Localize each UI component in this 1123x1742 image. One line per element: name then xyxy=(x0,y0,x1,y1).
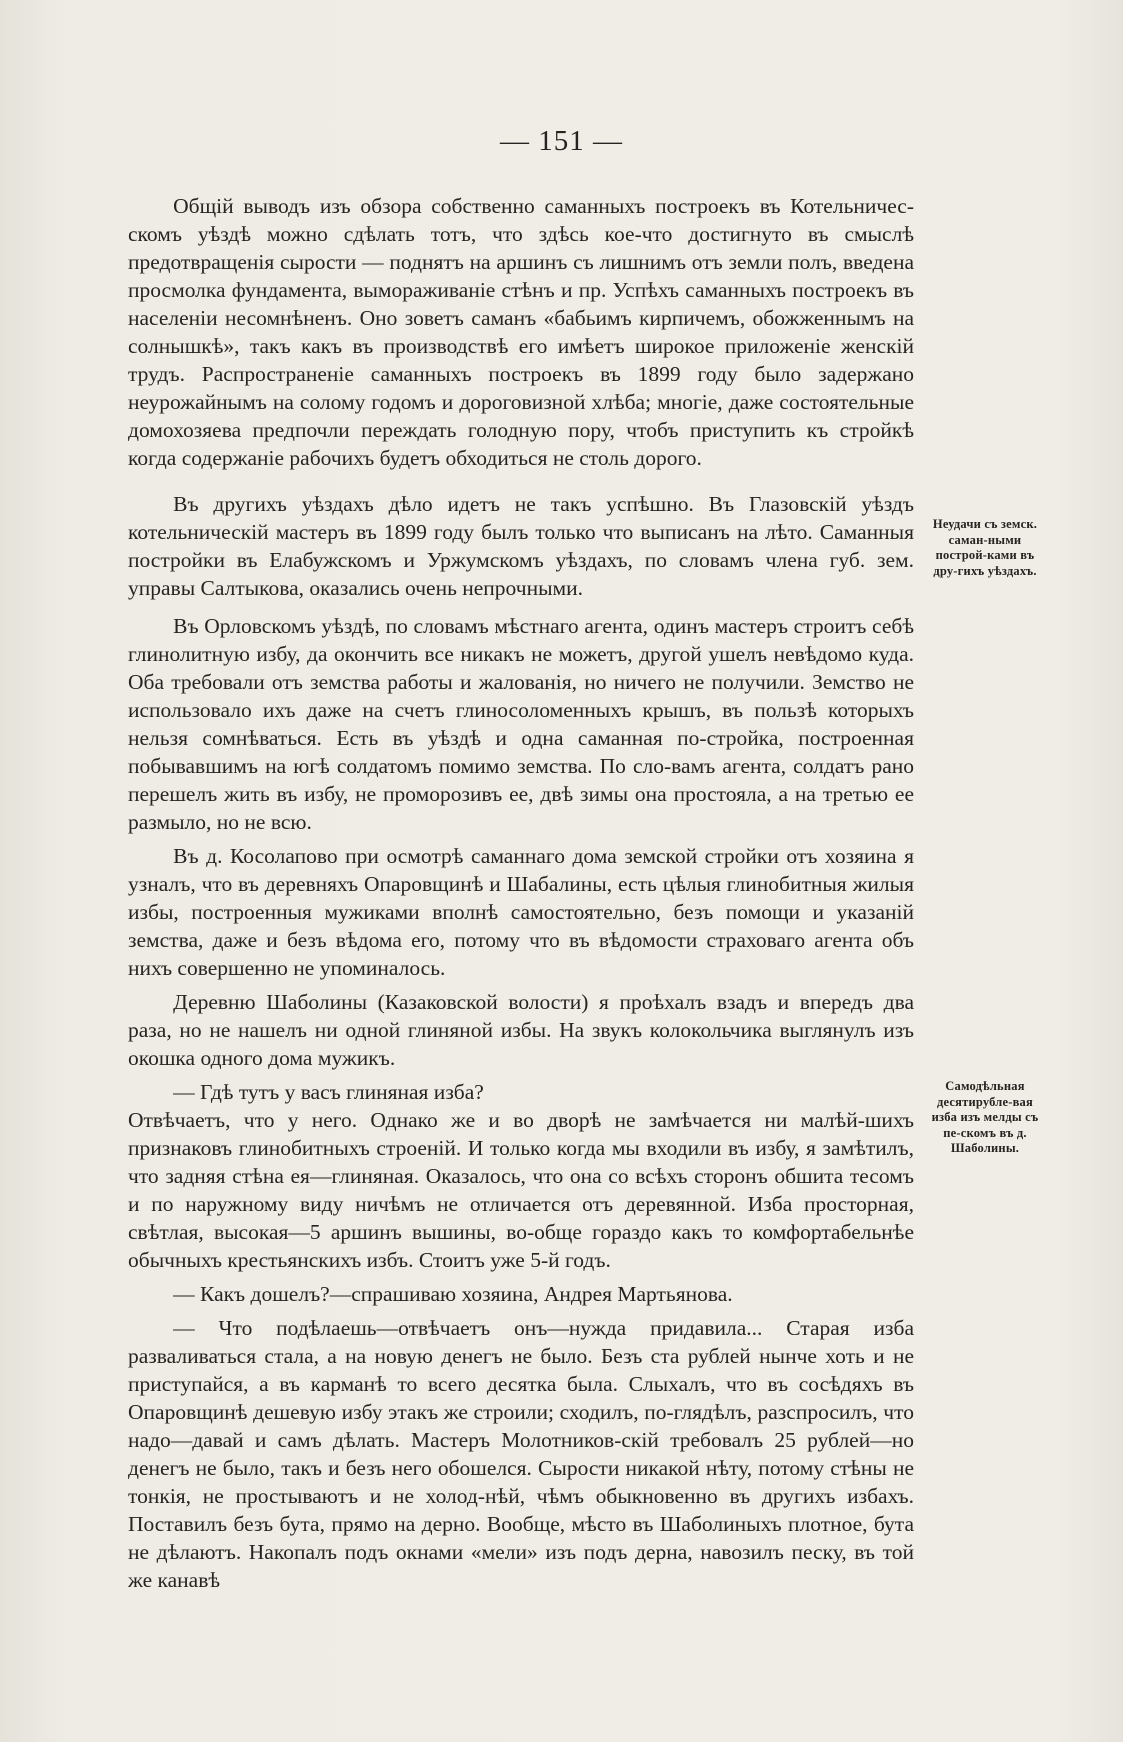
dialogue-line: — Гдѣ тутъ у васъ глиняная изба? xyxy=(173,1080,484,1104)
page-number: — 151 — xyxy=(500,125,623,157)
paragraph: Въ другихъ уѣздахъ дѣло идетъ не такъ успѣшно. Въ Глазовскій уѣздъ котельническій мастеръ въ 1899 году былъ только что выписанъ на лѣто. Саманныя постройки въ Елабужскомъ и Уржумскомъ уѣздахъ, по словамъ члена губ. зем. управы Салтыкова, оказались очень непрочными. xyxy=(128,492,914,600)
margin-note: Неудачи съ земск. саман-ными построй-ками въ дру-гихъ уѣздахъ. xyxy=(932,517,1038,578)
margin-note: Самодѣльная десятирубле-вая изба изъ мелды съ пе-скомъ въ д. Шаболины. xyxy=(931,1079,1039,1155)
paragraph: Въ Орловскомъ уѣздѣ, по словамъ мѣстнаго агента, одинъ мастеръ строитъ себѣ глинолитную избу, да окончить все никакъ не можетъ, другой ушелъ невѣдомо куда. Оба требовали отъ земства работы и жалованія, но ничего не получили. Земство не использовало ихъ даже на счетъ глиносоломенныхъ крышъ, въ пользѣ которыхъ нельзя сомнѣваться. Есть въ уѣздѣ и одна саманная по-стройка, построенная побывавшимъ на югѣ солдатомъ помимо земства. По сло-вамъ агента, солдатъ рано перешелъ жить въ избу, не проморозивъ ее, двѣ зимы она простояла, а на третью ее размыло, но не всю. xyxy=(128,614,914,834)
paragraph: Отвѣчаетъ, что у него. Однако же и во дворѣ не замѣчается ни малѣй-шихъ признаковъ глинобитныхъ строеній. И только когда мы входили въ избу, я замѣтилъ, что задняя стѣна ея—глиняная. Оказалось, что она со всѣхъ сторонъ обшита тесомъ и по наружному виду ничѣмъ не отличается отъ деревянной. Изба просторная, свѣтлая, высокая—5 аршинъ вышины, во-обще гораздо какъ то комфортабельнѣе обычныхъ крестьянскихъ избъ. Стоитъ уже 5-й годъ. xyxy=(128,1108,914,1272)
main-text xyxy=(128,192,914,1594)
paragraph: Въ д. Косолапово при осмотрѣ саманнаго дома земской стройки отъ хозяина я узналъ, что въ деревняхъ Опаровщинѣ и Шабалины, есть цѣлыя глинобитныя жилыя избы, построенныя мужиками вполнѣ самостоятельно, безъ помощи и указаній земства, даже и безъ вѣдома его, потому что въ вѣдомости страховаго агента объ нихъ совершенно не упоминалось. xyxy=(128,844,914,980)
paragraph: Деревню Шаболины (Казаковской волости) я проѣхалъ взадъ и впередъ два раза, но не нашелъ ни одной глиняной избы. На звукъ колокольчика выглянулъ изъ окошка одного дома мужикъ. xyxy=(128,990,914,1070)
dialogue-line: — Что подѣлаешь—отвѣчаетъ онъ—нужда придавила... Старая изба разваливаться стала, а на новую денегъ не было. Безъ ста рублей нынче хоть и не приступайся, а въ карманѣ то всего десятка была. Слыхалъ, что въ сосѣдяхъ въ Опаровщинѣ дешевую избу этакъ же строили; сходилъ, по-глядѣлъ, разспросилъ, что надо—давай и самъ дѣлать. Мастеръ Молотников-скій требовалъ 25 рублей—но денегъ не было, такъ и безъ него обошелся. Сырости никакой нѣту, потому стѣны не тонкія, не простываютъ и не холод-нѣй, чѣмъ обыкновенно въ другихъ избахъ. Поставилъ безъ бута, прямо на дерно. Вообще, мѣсто въ Шаболиныхъ плотное, бута не дѣлаютъ. Накопалъ подъ окнами «мели» изъ подъ дерна, навозилъ песку, въ той же канавѣ xyxy=(128,1316,914,1592)
dialogue-line: — Какъ дошелъ?—спрашиваю хозяина, Андрея Мартьянова. xyxy=(173,1282,733,1306)
paragraph: Общій выводъ изъ обзора собственно саманныхъ построекъ въ Котельничес-скомъ уѣздѣ можно сдѣлать тотъ, что здѣсь кое-что достигнуто въ смыслѣ предотвращенія сырости — поднятъ на аршинъ съ лишнимъ отъ земли полъ, введена просмолка фундамента, вымораживаніе стѣнъ и пр. Успѣхъ саманныхъ построекъ въ населеніи несомнѣненъ. Оно зоветъ саманъ «бабьимъ кирпичемъ, обожженнымъ на солнышкѣ», такъ какъ въ производствѣ его имѣетъ широкое приложеніе женскій трудъ. Распространеніе саманныхъ построекъ въ 1899 году было задержано неурожайнымъ на солому годомъ и дороговизной хлѣба; многіе, даже состоятельные домохозяева предпочли переждать голодную пору, чтобъ приступить къ стройкѣ когда содержаніе рабочихъ будетъ обходиться не столь дорого. xyxy=(128,194,914,470)
